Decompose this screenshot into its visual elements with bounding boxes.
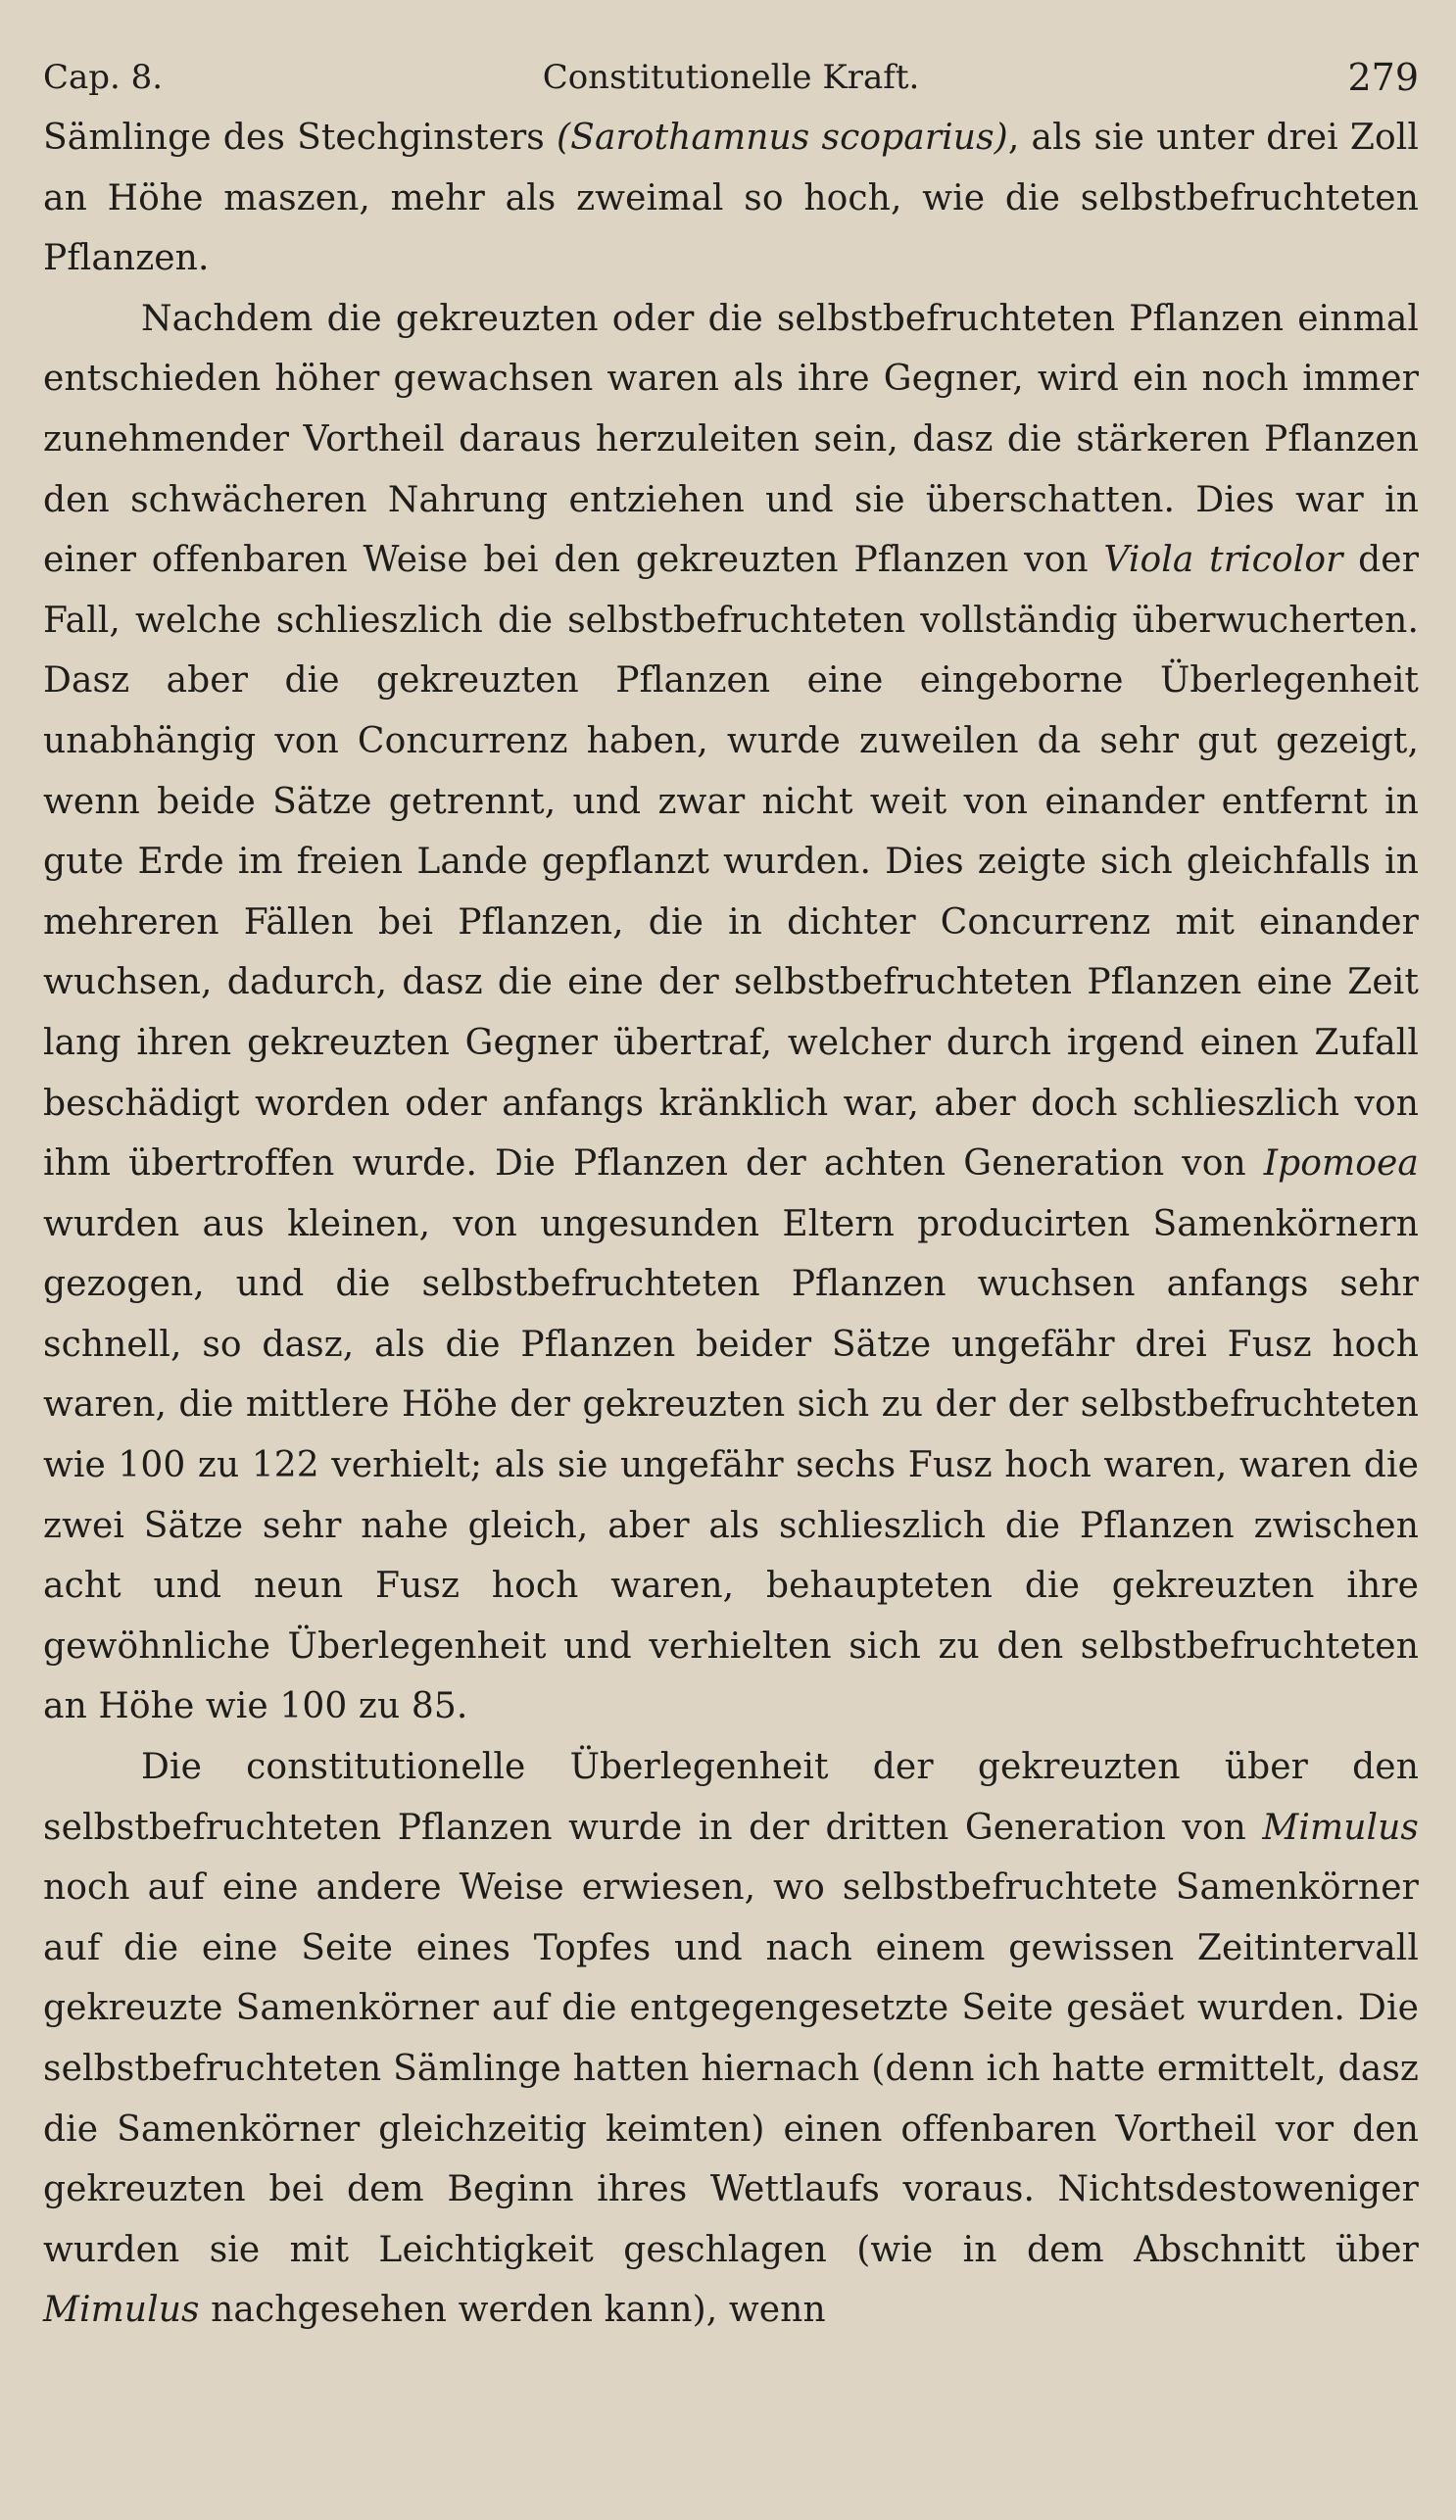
paragraph bbox=[43, 289, 1419, 1737]
italic-term: Viola tricolor bbox=[1103, 540, 1343, 581]
text-run: wurden aus kleinen, von ungesunden Eltern producirten Samenkörnern gezogen, und die selbstbefruchteten Pflanzen wuchsen anfangs sehr schnell, so dasz, als die Pflanzen beider Sätze ungefähr drei Fusz hoch waren, die mittlere Höhe der gekreuzten sich zu der der selbstbefruchteten wie 100 zu 122 verhielt; als sie ungefähr sechs Fusz hoch waren, waren die zwei Sätze sehr nahe gleich, aber als schlieszlich die Pflanzen zwischen acht und neun Fusz hoch waren, behaupteten die gekreuzten ihre gewöhnliche Überlegenheit und verhielten sich zu den selbstbefruchteten an Höhe wie 100 zu 85. bbox=[43, 1203, 1419, 1727]
text-run: nachgesehen werden kann), wenn bbox=[199, 2290, 826, 2331]
text-run: Sämlinge des Stechginsters bbox=[43, 118, 558, 158]
body-text bbox=[43, 108, 1419, 2341]
running-header bbox=[43, 47, 1419, 108]
text-run: Die constitutionelle Überlegenheit der gekreuzten über den selbstbefruchteten Pflanzen wurde in der dritten Generation von bbox=[43, 1747, 1419, 1848]
text-run: der Fall, welche schlieszlich die selbstbefruchteten vollständig überwucherten. Dasz aber die gekreuzten Pflanzen eine eingeborne Überlegenheit unabhängig von Concurrenz haben, wurde zuweilen da sehr gut gezeigt, wenn beide Sätze getrennt, und zwar nicht weit von einander entfernt in gute Erde im freien Lande gepflanzt wurden. Dies zeigte sich gleichfalls in mehreren Fällen bei Pflanzen, die in dichter Concurrenz mit einander wuchsen, dadurch, dasz die eine der selbstbefruchteten Pflanzen eine Zeit lang ihren gekreuzten Gegner übertraf, welcher durch irgend einen Zufall beschädigt worden oder anfangs kränklich war, aber doch schlieszlich von ihm übertroffen wurde. Die Pflanzen der achten Generation von bbox=[43, 540, 1420, 1185]
chapter-label: Cap. 8. bbox=[43, 58, 164, 97]
italic-term: (Sarothamnus scoparius) bbox=[557, 118, 1008, 158]
text-run: , als sie unter drei Zoll an Höhe maszen, mehr als zweimal so hoch, wie die selbstbefruchteten Pflanzen. bbox=[43, 118, 1420, 279]
paragraph bbox=[43, 108, 1419, 289]
text-run: Nachdem die gekreuzten oder die selbstbefruchteten Pflanzen einmal entschieden höher gewachsen waren als ihre Gegner, wird ein noch immer zunehmender Vortheil daraus herzuleiten sein, dasz die stärkeren Pflanzen den schwächeren Nahrung entziehen und sie überschatten. Dies war in einer offenbaren Weise bei den gekreuzten Pflanzen von bbox=[43, 298, 1419, 581]
running-title: Constitutionelle Kraft. bbox=[542, 58, 920, 97]
italic-term: Mimulus bbox=[43, 2290, 200, 2331]
text-run: noch auf eine andere Weise erwiesen, wo selbstbefruchtete Samenkörner auf die eine Seite eines Topfes und nach einem gewissen Zeitintervall gekreuzte Samenkörner auf die entgegengesetzte Seite gesäet wurden. Die selbstbefruchteten Sämlinge hatten hiernach (denn ich hatte ermittelt, dasz die Samenkörner gleichzeitig keimten) einen offenbaren Vortheil vor den gekreuzten bei dem Beginn ihres Wettlaufs voraus. Nichtsdestoweniger wurden sie mit Leichtigkeit geschlagen (wie in dem Abschnitt über bbox=[43, 1867, 1419, 2270]
paragraph bbox=[43, 1737, 1419, 2341]
italic-term: Ipomoea bbox=[1263, 1143, 1419, 1185]
page-number: 279 bbox=[1347, 56, 1419, 99]
italic-term: Mimulus bbox=[1262, 1807, 1419, 1848]
